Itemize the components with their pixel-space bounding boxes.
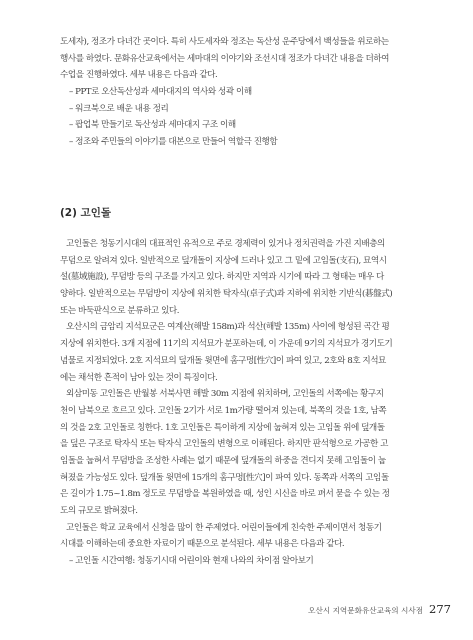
bullet-item: – PPT로 오산독산성과 세마대지의 역사와 성곽 이해 bbox=[69, 87, 252, 98]
text-line: 념물로 지정되었다. 2호 지석묘의 덮개돌 윗면에 홈구멍[性穴]이 파여 있고, 2호와 8호 지석묘 bbox=[60, 355, 386, 366]
text-line: 지상에 위치한다. 3개 지점에 11기의 지석묘가 분포하는데, 이 가운데 9기의 지석묘가 경기도기 bbox=[60, 339, 393, 350]
intro-paragraph bbox=[60, 34, 422, 151]
text-line: 도의 규모로 밝혀졌다. bbox=[60, 506, 138, 516]
bullet-item: – 고인돌 시간여행: 청동기시대 어린이와 현재 나와의 차이점 알아보기 bbox=[69, 556, 314, 567]
text-line: 시대를 이해하는데 중요한 자료이기 때문으로 분석된다. 세부 내용은 다음과 같다. bbox=[60, 539, 345, 550]
text-line: 고인돌은 청동기시대의 대표적인 유적으로 주로 경제력이 있거나 정치권력을 가진 지배층의 bbox=[66, 239, 385, 249]
text-line: 의 것을 2호 고인돌로 칭한다. 1호 고인돌은 특이하게 지상에 눕혀져 있는 고임돌 위에 덮개돌 bbox=[60, 422, 385, 433]
text-line: 또는 바둑판식으로 분류하고 있다. bbox=[60, 305, 180, 316]
text-line: 양하다. 일반적으로는 무덤방이 지상에 위치한 탁자식(卓子式)과 지하에 위치한 기반식(碁盤式) bbox=[60, 289, 393, 300]
text-line: 을 덮은 구조로 탁자식 또는 탁자식 고인돌의 변형으로 이해된다. 하지만 판석형으로 가공한 고 bbox=[60, 439, 389, 450]
text-line: 은 길이가 1.75~1.8m 정도로 무덤방을 복원하였을 때, 성인 시신을 바로 펴서 묻을 수 있는 정 bbox=[60, 489, 390, 500]
text-line: 에는 채석한 흔적이 남아 있는 것이 특징이다. bbox=[60, 372, 218, 383]
bullet-item: – 팝업북 만들기로 독산성과 세마대지 구조 이해 bbox=[69, 120, 236, 131]
text-line: 수업을 진행하였다. 세부 내용은 다음과 같다. bbox=[60, 70, 218, 81]
text-line: 도세자), 정조가 다녀간 곳이다. 특히 사도세자와 정조는 독산성 운주당에서 백성들을 위로하는 bbox=[60, 37, 389, 47]
text-line: 혀졌을 가능성도 있다. 덮개돌 윗면에 15개의 홈구멍[性穴]이 파여 있다. 동쪽과 서쪽의 고임돌 bbox=[60, 472, 389, 483]
text-line: 무덤으로 알려져 있다. 일반적으로 덮개돌이 지상에 드러나 있고 그 밑에 고임돌(支石), 묘역시 bbox=[60, 255, 387, 266]
text-line: 외삼미동 고인돌은 반월봉 서북사면 해발 30m 지점에 위치하며, 고인돌의 서쪽에는 황구지 bbox=[66, 389, 384, 400]
running-title: 오산시 지역문화유산교육의 시사점 bbox=[308, 606, 424, 615]
bullet-item: – 워크북으로 배운 내용 정리 bbox=[69, 103, 169, 114]
text-line: 고인돌은 학교 교육에서 신청을 많이 한 주제였다. 어린이들에게 친숙한 주제이면서 청동기 bbox=[66, 522, 382, 533]
section-heading: (2) 고인돌 bbox=[60, 207, 111, 219]
text-line: 오산시의 금암리 지석묘군은 여계산(해발 158m)과 석산(해발 135m) 사이에 형성된 곡간 평 bbox=[66, 322, 390, 333]
page-number: 277 bbox=[429, 602, 451, 616]
text-line: 설(墓域施設), 무덤방 등의 구조를 가지고 있다. 하지만 지역과 시기에 따라 그 형태는 매우 다 bbox=[60, 272, 384, 283]
text-line: 행사를 하였다. 문화유산교육에서는 세마대의 이야기와 조선시대 정조가 다녀간 내용을 더하여 bbox=[60, 53, 390, 64]
page-footer bbox=[308, 602, 451, 616]
bullet-item: – 정조와 주민들의 이야기를 대본으로 만들어 역할극 진행함 bbox=[69, 137, 278, 148]
text-line: 임돌을 눕혀서 무덤방을 조성한 사례는 없기 때문에 덮개돌의 하중을 견디지 못해 고임돌이 눕 bbox=[60, 455, 386, 466]
text-line: 천이 남북으로 흐르고 있다. 고인돌 2기가 서로 1m가량 떨어져 있는데, 북쪽의 것을 1호, 남쪽 bbox=[60, 405, 387, 416]
dolmen-paragraphs bbox=[60, 236, 422, 570]
